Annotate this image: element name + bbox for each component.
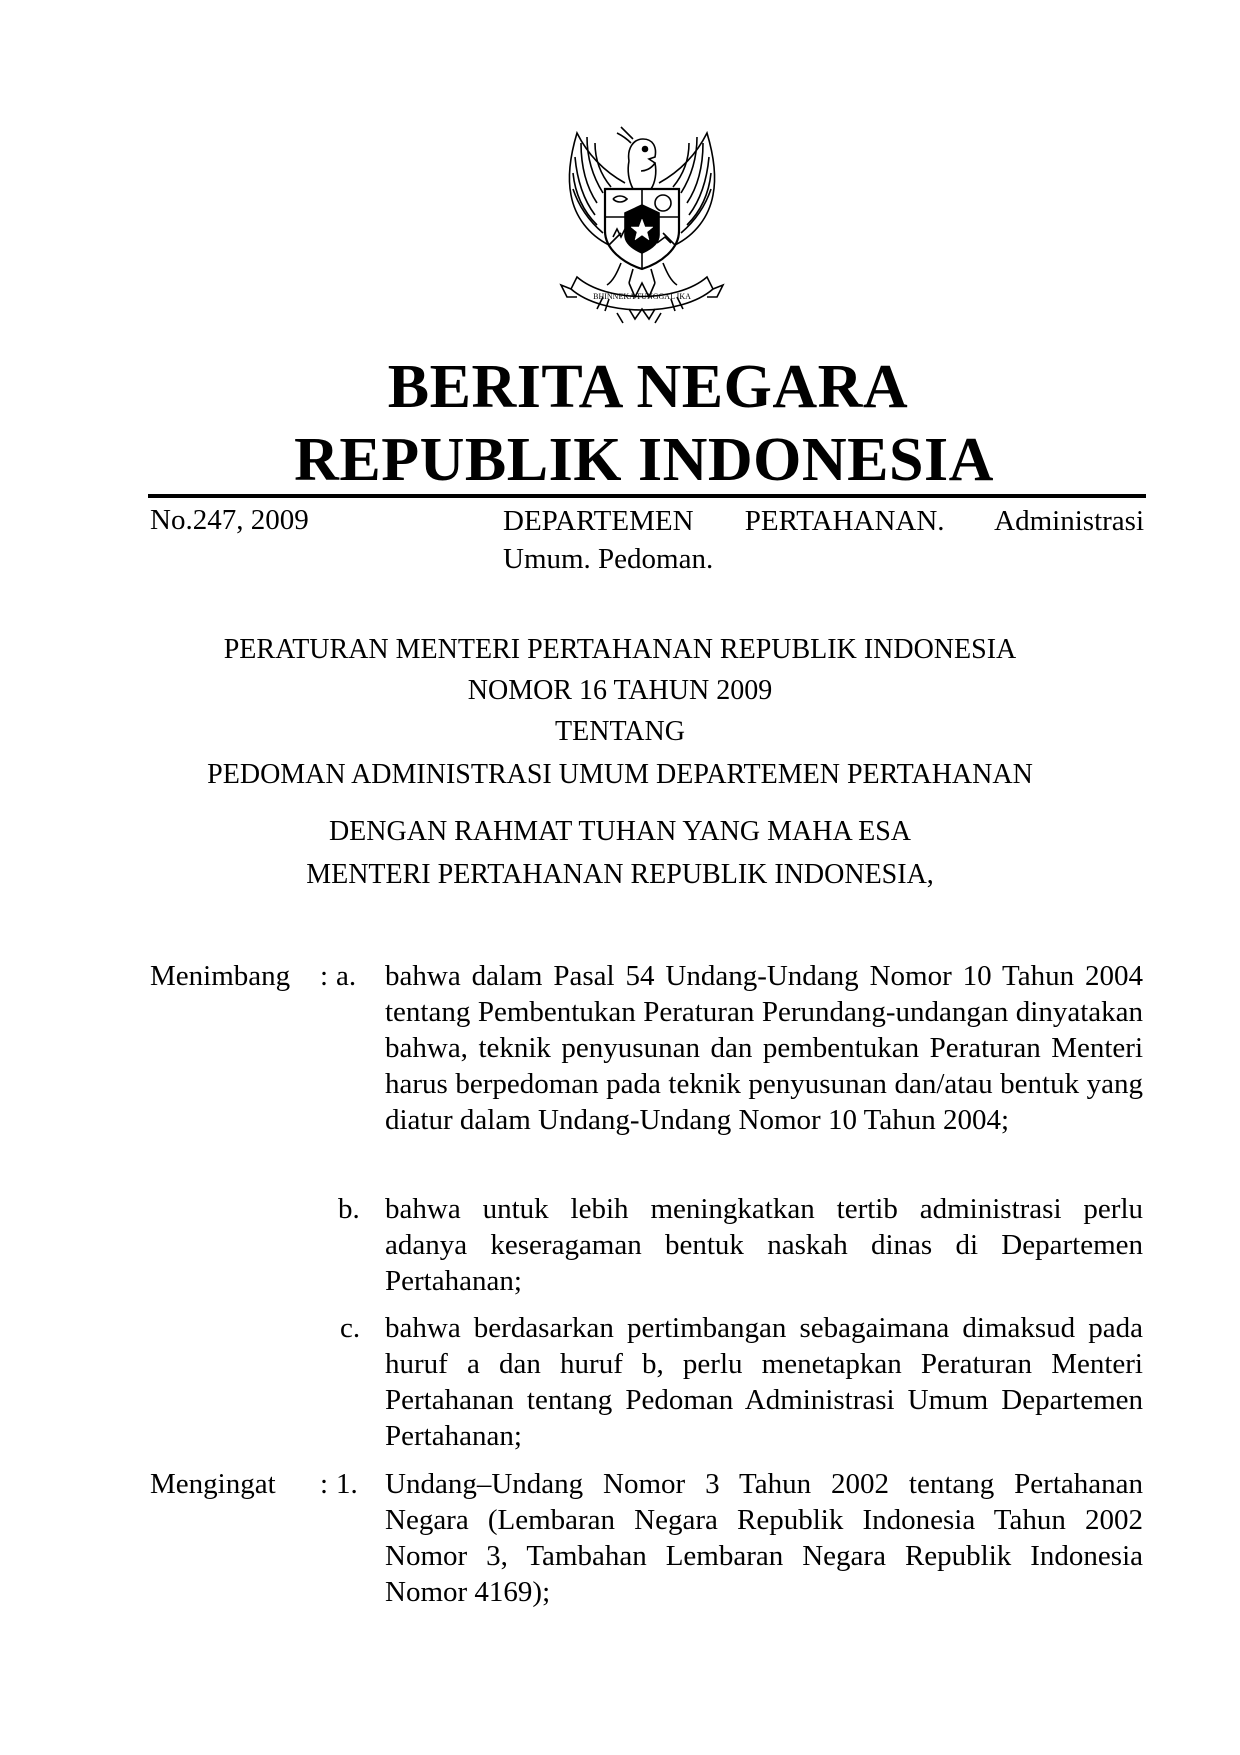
menimbang-item-a: bahwa dalam Pasal 54 Undang-Undang Nomor 10 Tahun 2004 tentang Pembentukan Peraturan Perundang-undangan dinyatakan bahwa, teknik penyusunan dan pembentukan Peraturan Menteri harus berpedoman pada teknik penyusunan dan/atau bentuk yang diatur dalam Undang-Undang Nomor 10 Tahun 2004; bbox=[385, 960, 1143, 1136]
menimbang-marker-b: b. bbox=[338, 1193, 360, 1225]
preamble-line-2: MENTERI PERTAHANAN REPUBLIK INDONESIA, bbox=[306, 859, 934, 890]
gazette-number: No.247, 2009 bbox=[150, 504, 309, 536]
masthead-line-2: REPUBLIK INDONESIA bbox=[294, 426, 994, 494]
menimbang-item-b: bahwa untuk lebih meningkatkan tertib administrasi perlu adanya keseragaman bentuk naskah dinas di Departemen Pertahanan; bbox=[385, 1193, 1143, 1297]
menimbang-label: Menimbang bbox=[150, 960, 291, 992]
menimbang-colon: : bbox=[320, 960, 329, 992]
mengingat-colon: : bbox=[320, 1468, 329, 1500]
mengingat-label: Mengingat bbox=[150, 1468, 276, 1500]
preamble-line-1: DENGAN RAHMAT TUHAN YANG MAHA ESA bbox=[328, 816, 912, 847]
garuda-emblem-icon bbox=[537, 113, 747, 331]
mengingat-marker-1: 1. bbox=[336, 1468, 358, 1500]
mengingat-item-1: Undang–Undang Nomor 3 Tahun 2002 tentang Pertahanan Negara (Lembaran Negara Republik Indonesia Tahun 2002 Nomor 3, Tambahan Lembaran Negara Republik Indonesia Nomor 4169); bbox=[385, 1468, 1143, 1608]
gazette-description-line-1: DEPARTEMEN PERTAHANAN. Administrasi bbox=[503, 505, 1144, 537]
gazette-description-line-2: Umum. Pedoman. bbox=[503, 543, 714, 575]
menimbang-marker-c: c. bbox=[340, 1312, 361, 1344]
regulation-title-line-1: PERATURAN MENTERI PERTAHANAN REPUBLIK INDONESIA bbox=[223, 634, 1017, 665]
menimbang-marker-a: a. bbox=[336, 960, 357, 992]
regulation-subject: PEDOMAN ADMINISTRASI UMUM DEPARTEMEN PERTAHANAN bbox=[207, 759, 1033, 790]
regulation-number: NOMOR 16 TAHUN 2009 bbox=[467, 675, 773, 706]
masthead-line-1: BERITA NEGARA bbox=[387, 353, 909, 421]
regulation-tentang: TENTANG bbox=[555, 716, 685, 747]
emblem-motto: BHINNEKA TUNGGAL IKA bbox=[593, 292, 691, 301]
masthead-rule bbox=[148, 494, 1146, 498]
menimbang-item-c: bahwa berdasarkan pertimbangan sebagaimana dimaksud pada huruf a dan huruf b, perlu menetapkan Peraturan Menteri Pertahanan tentang Pedoman Administrasi Umum Departemen Pertahanan; bbox=[385, 1312, 1143, 1452]
